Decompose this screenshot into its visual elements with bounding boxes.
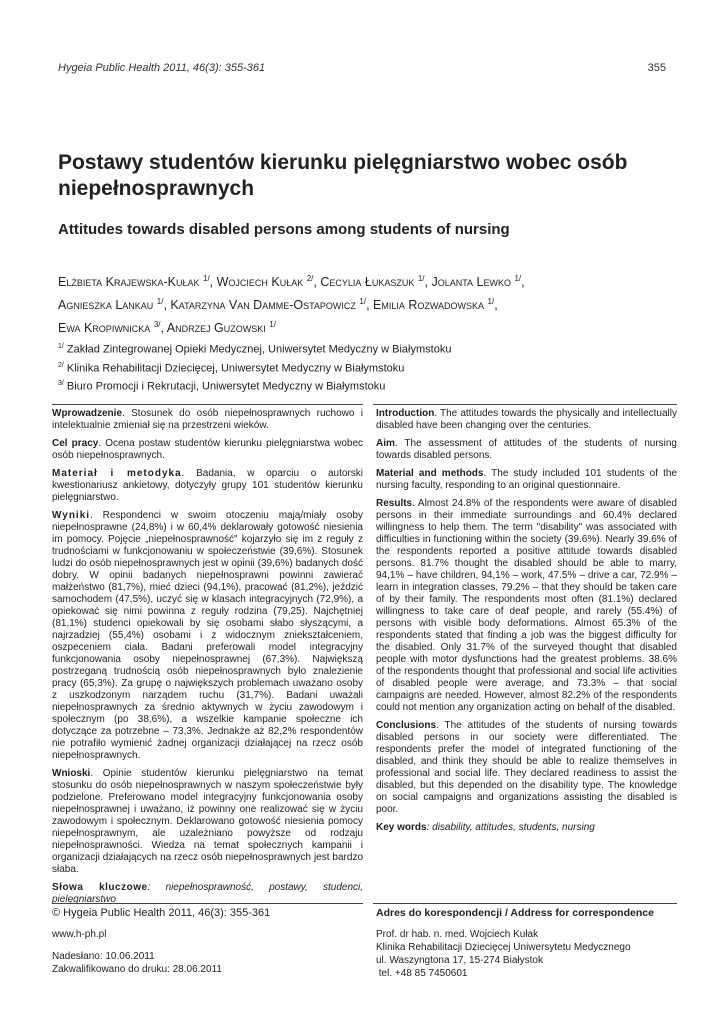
- abstract-keywords: [376, 822, 677, 834]
- author-affiliation-mark: 1/: [203, 274, 210, 283]
- correspondence-heading: Adres do korespondencji / Address for correspondence: [376, 907, 654, 919]
- author-name: Ewa Kropiwnicka: [58, 321, 151, 336]
- section-text: . The assessment of attitudes of the students of nursing towards disabled persons.: [376, 438, 677, 461]
- affiliation-text: Biuro Promocji i Rekrutacji, Uniwersytet Medyczny w Białymstoku: [66, 380, 386, 393]
- section-text: . Respondenci w swoim otoczeniu mają/miały osoby niepełnosprawne (24,8%) i w 60,4% deklarowały gotowość niesienia im pomocy. Pojęcie „niepełnosprawność" kojarzyło się im z reguły z trudnościami w funkcjonowaniu w społeczeństwie (39,6%). Stosunek ludzi do osób niepełnosprawnych jest w opinii (39,6%) badanych dość dobry. W opinii badanych niepełnosprawni powinni zawierać małżeństwo (81,7%), mieć dzieci (94,1%), pracować (81,2%), jeździć samochodem (47,5%), uczyć się w klasach integracyjnych (72,9%), a opiekować się nimi powinna z reguły rodzina (79,25). Najchętniej (81,1%) studenci opiekowali by się osobami słabo słyszącymi, a najrzadziej (55,4%) osobami i z widocznym zniekształceniem, oszpeceniem ciała. Badani preferowali model integracyjny funkcjonowania osoby niepełnosprawnej (67,3%). Największą postrzeganą trudnością osób niepełnosprawnych było znalezienie pracy (65,3%). Za grupę o największych problemach uważano osoby z uszkodzonym narządem ruchu (31,7%). Badani uważali niepełnosprawnych za średnio aktywnych w życiu zawodowym i społecznym (po 38,6%), a wszelkie kampanie społeczne ich dotyczące za potrzebne – 73,3%. Jednakże aż 82,2% respondentów nie potrafiło wymienić żadnej organizacji działającej na rzecz osób niepełnosprawnych.: [52, 510, 363, 761]
- article-title-polish: Postawy studentów kierunku pielęgniarstwo wobec osób niepełnosprawnych: [58, 151, 628, 200]
- author-name: Jolanta Lewko: [431, 275, 511, 290]
- author-name: Andrzej Guzowski: [166, 321, 266, 336]
- section-label: Wprowadzenie: [52, 408, 123, 419]
- author-affiliation-mark: 1/: [487, 297, 495, 307]
- section-text: . Almost 24.8% of the respondents were aware of disabled persons in their immediate surroundings and 60.4% declared willingness to help them. The term "disability" was associated with difficulties in functioning within the society (39.6%). Nearly 39.6% of the respondents reported a positive attitude towards disabled persons. 81.7% thought the disabled should be able to marry, 94,1% – have children, 94,1% – work, 47.5% – drive a car, 72.9% – learn in integration classes, 79.2% – that they should be taken care of by their family. The respondents most often (81.1%) declared willingness to take care of deaf people, and rarely (55.4%) of persons with visible body deformations. Almost 65.3% of the respondents stated that finding a job was the biggest difficulty for the disabled. Only 31.7% of the surveyed thought that disabled people with motor dysfunctions had the greatest problems. 38.6% of the respondents thought that professional and social life activities of disabled people were average, and 73.3% – that social campaigns are needed. However, almost 82.2% of the respondents could not mention any organization acting on behalf of the disabled.: [376, 498, 677, 713]
- author-name: Elżbieta Krajewska-Kułak: [58, 275, 200, 290]
- abstract-conclusions: [52, 768, 363, 876]
- section-text: . The attitudes towards the physically and intellectually disabled have been changing over the centuries.: [376, 408, 677, 431]
- author-separator: ,: [163, 298, 171, 313]
- author-separator: ,: [366, 298, 374, 313]
- author-list: [58, 269, 668, 338]
- section-label: Results: [376, 498, 413, 509]
- author-name: Agnieszka Lankau: [58, 298, 154, 313]
- author-affiliation-mark: 1/: [269, 320, 276, 330]
- author-separator: ,: [494, 298, 498, 313]
- page-number: 355: [647, 62, 666, 74]
- correspondence-address: [373, 903, 677, 980]
- section-text: : niepełnosprawność, postawy, studenci, pielęgniarstwo: [52, 882, 364, 905]
- section-text: . Ocena postaw studentów kierunku pielęgniarstwa wobec osób niepełnosprawnych.: [52, 438, 364, 461]
- section-label: Materiał i metodyka: [52, 468, 182, 479]
- affiliation-text: Zakład Zintegrowanej Opieki Medycznej, Uniwersytet Medyczny w Białymstoku: [66, 343, 452, 356]
- section-label: Introduction: [376, 408, 435, 419]
- copyright-line: © Hygeia Public Health 2011, 46(3): 355-361: [52, 907, 271, 919]
- section-label: Wyniki: [52, 510, 91, 521]
- affiliation-text: Klinika Rehabilitacji Dziecięcej, Uniwersytet Medyczny w Białymstoku: [66, 362, 405, 375]
- section-label: Cel pracy: [52, 438, 99, 449]
- received-date: Nadesłano: 10.06.2011: [52, 951, 155, 962]
- author-affiliation-mark: 1/: [514, 274, 522, 283]
- author-separator: ,: [313, 275, 321, 290]
- section-label: Wnioski: [52, 768, 91, 779]
- abstract-results: [52, 510, 363, 762]
- section-text: . Stosunek do osób niepełnosprawnych ruchowo i intelektualnie zmieniał się na przestrzeni wieków.: [52, 408, 363, 431]
- author-separator: ,: [160, 321, 167, 336]
- journal-website-link[interactable]: www.h-ph.pl: [52, 929, 107, 940]
- abstract-english: [373, 404, 677, 840]
- affiliation-item: [58, 358, 451, 377]
- affiliation-item: [58, 339, 451, 358]
- abstract-polish: [52, 404, 363, 912]
- running-header-journal: Hygeia Public Health 2011, 46(3): 355-361: [58, 62, 266, 74]
- author-separator: ,: [424, 275, 432, 290]
- affiliation-number: 1/: [58, 343, 64, 350]
- abstract-conclusions: [376, 720, 677, 816]
- author-affiliation-mark: 1/: [156, 297, 164, 307]
- author-name: Emilia Rozwadowska: [373, 298, 485, 313]
- correspondence-line: tel. +48 85 7450601: [376, 968, 468, 979]
- correspondence-line: Klinika Rehabilitacji Dziecięcej Uniwersytetu Medycznego: [376, 942, 631, 953]
- author-name: Cecylia Łukaszuk: [320, 275, 415, 290]
- affiliation-item: [58, 376, 451, 395]
- section-text: : disability, attitudes, students, nursing: [426, 822, 595, 833]
- section-label: Słowa kluczowe: [52, 882, 148, 893]
- section-text: . Badania, w oparciu o autorski kwestionariusz ankietowy, dotyczyły grupy 101 studentów kierunku pielęgniarstwo.: [52, 468, 363, 503]
- affiliation-number: 3/: [58, 380, 64, 388]
- accepted-date: Zakwalifikowano do druku: 28.06.2011: [52, 964, 222, 975]
- author-name: Wojciech Kułak: [216, 275, 304, 290]
- author-name: Katarzyna Van Damme-Ostapowicz: [170, 298, 356, 313]
- author-affiliation-mark: 1/: [417, 274, 425, 283]
- abstract-methods: [52, 468, 363, 504]
- section-label: Material and methods: [376, 468, 484, 479]
- section-label: Conclusions: [376, 720, 437, 731]
- section-text: . The attitudes of the students of nursing towards disabled persons in our society were differentiated. The respondents prefer the model of integrated functioning of the disabled, and think they should be able to realize themselves in professional and social life. They declared readiness to assist the disabled, but this depended on the disability type. The knowledge on social campaigns and organizations assisting the disabled is poor.: [376, 720, 677, 815]
- section-text: . Opinie studentów kierunku pielęgniarstwo na temat stosunku do osób niepełnosprawnych w naszym społeczeństwie były podzielone. Preferowano model integracyjny funkcjonowania osoby niepełnosprawnej i uważano, iż powinny one realizować się w życiu zawodowym i społecznym. Deklarowano gotowość niesienia pomocy niepełnosprawnym, ale uzależniano powyższe od rodzaju niepełnosprawności. Wiedza na temat społecznych kampanii i organizacji działających na rzecz osób niepełnosprawnych jest bardzo słaba.: [52, 768, 363, 875]
- abstract-methods: [376, 468, 677, 492]
- section-text: . The study included 101 students of the nursing faculty, responding to an original questionnaire.: [376, 468, 677, 491]
- abstract-aim: [52, 438, 363, 462]
- publication-info: [52, 903, 363, 976]
- author-affiliation-mark: 1/: [359, 297, 367, 307]
- author-separator: ,: [209, 275, 217, 290]
- author-affiliation-mark: 3/: [153, 320, 161, 330]
- correspondence-line: Prof. dr hab. n. med. Wojciech Kułak: [376, 929, 539, 940]
- abstract-results: [376, 498, 677, 714]
- abstract-aim: [376, 438, 677, 462]
- section-label: Aim: [376, 438, 395, 449]
- affiliation-list: [58, 339, 451, 395]
- article-title-english: Attitudes towards disabled persons among students of nursing: [58, 221, 510, 238]
- correspondence-line: ul. Waszyngtona 17, 15-274 Białystok: [376, 955, 543, 966]
- author-separator: ,: [521, 275, 525, 290]
- author-affiliation-mark: 2/: [306, 274, 314, 283]
- affiliation-number: 2/: [58, 361, 64, 369]
- abstract-intro: [376, 408, 677, 432]
- abstract-intro: [52, 408, 363, 432]
- section-label: Key words: [376, 822, 427, 833]
